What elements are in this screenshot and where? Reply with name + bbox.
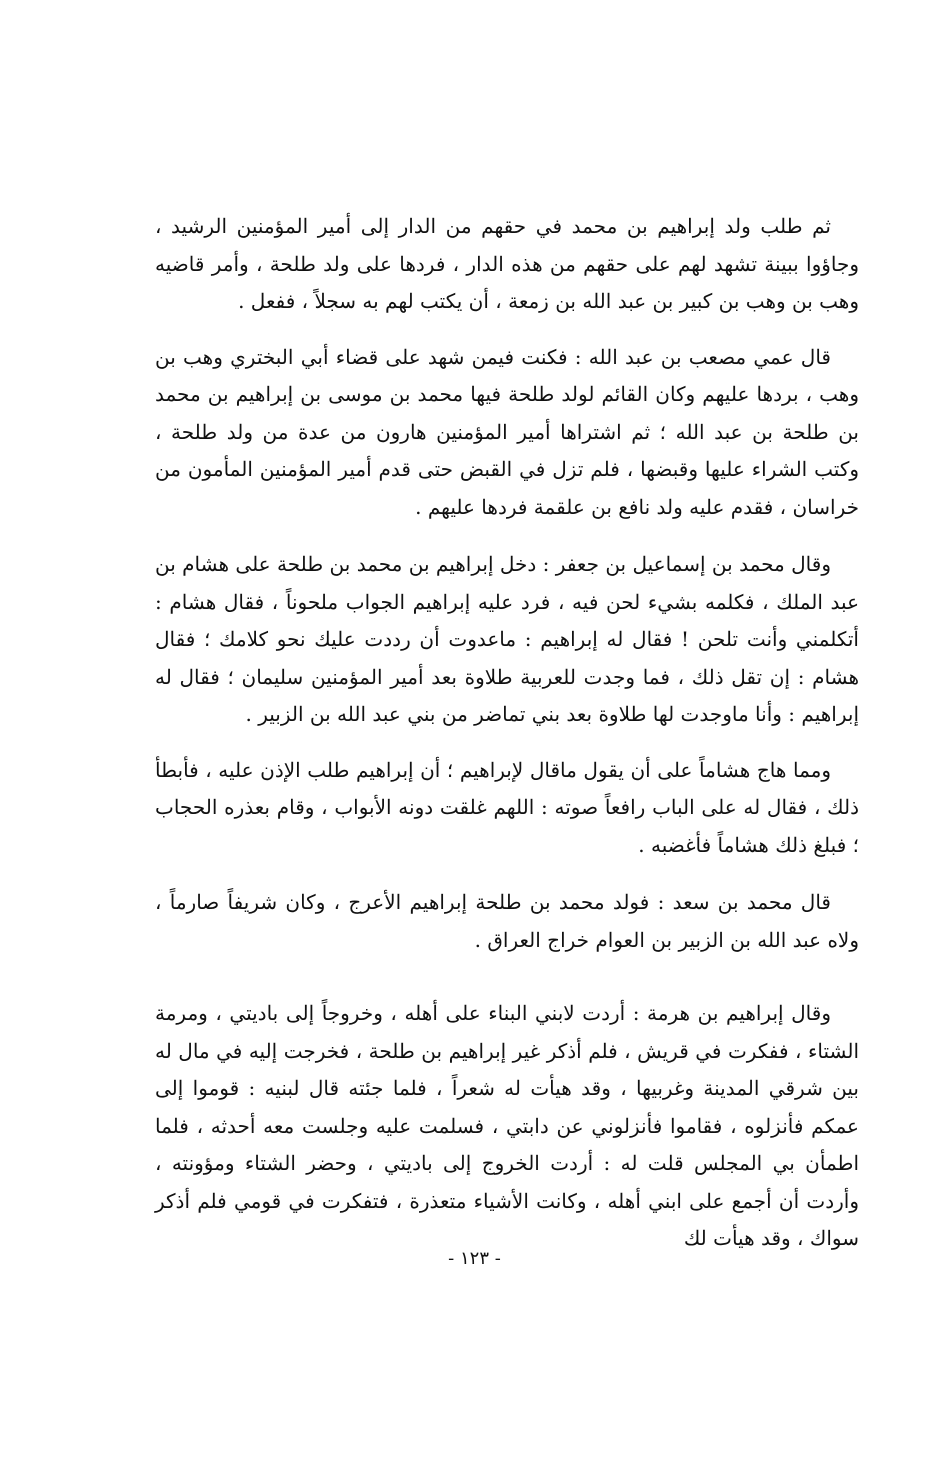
paragraph-spacer — [155, 864, 859, 884]
paragraph-1: ثم طلب ولد إبراهيم بن محمد في حقهم من الدار إلى أمير المؤمنين الرشيد ، وجاؤوا ببينة تشهد لهم على حقهم من هذه الدار ، فردها على ولد طلحة ، وأمر قاضيه وهب بن وهب بن كبير بن عبد الله بن زمعة ، أن يكتب لهم به سجلاً ، ففعل . — [155, 214, 859, 313]
paragraph-2: قال عمي مصعب بن عبد الله : فكنت فيمن شهد على قضاء أبي البختري وهب بن وهب ، بردها عليهم وكان القائم لولد طلحة فيها محمد بن موسى بن إبراهيم بن محمد بن طلحة بن عبد الله ؛ ثم اشتراها أمير المؤمنين هارون من عدة من ولد طلحة ، وكتب الشراء عليها وقبضها ، فلم تزل في القبض حتى قدم أمير المؤمنين المأمون من خراسان ، فقدم عليه ولد نافع بن علقمة فردها عليهم . — [155, 344, 859, 519]
paragraph-spacer — [155, 526, 859, 546]
paragraph-6: وقال إبراهيم بن هرمة : أردت لابني البناء على أهله ، وخروجاً إلى باديتي ، ومرمة الشتاء ، ففكرت في قريش ، فلم أذكر غير إبراهيم بن طلحة ، فخرجت إليه في مال له بين شرقي المدينة وغربيها ، وقد هيأت له شعراً ، فلما جئته قال لبنيه : قوموا إلى عمكم فأنزلوه ، فقاموا فأنزلوني عن دابتي ، فسلمت عليه وجلست معه أحدثه ، فلما اطمأن بي المجلس قلت له : أردت الخروج إلى باديتي ، وحضر الشتاء ومؤونته ، وأردت أن أجمع على ابني أهله ، وكانت الأشياء متعذرة ، فتفكرت في قومي فلم أذكر سواك ، وقد هيأت لك — [155, 1001, 859, 1250]
paragraph-5: قال محمد بن سعد : فولد محمد بن طلحة إبراهيم الأعرج ، وكان شريفاً صارماً ، ولاه عبد الله بن الزبير بن العوام خراج العراق . — [155, 890, 859, 952]
paragraph-spacer — [155, 959, 859, 995]
paragraph-spacer — [155, 734, 859, 752]
paragraph-spacer — [155, 321, 859, 339]
page-number: - ١٢٣ - — [448, 1248, 501, 1269]
paragraph-3: وقال محمد بن إسماعيل بن جعفر : دخل إبراهيم بن محمد بن طلحة على هشام بن عبد الملك ، فكلمه بشيء لحن فيه ، فرد عليه إبراهيم الجواب ملحوناً ، فقال هشام : أتكلمني وأنت تلحن ! فقال له إبراهيم : ماعدوت أن رددت عليك نحو كلامك ؛ فقال هشام : إن تقل ذلك ، فما وجدت للعربية طلاوة بعد أمير المؤمنين سليمان ؛ فقال له إبراهيم : وأنا ماوجدت لها طلاوة بعد بني تماضر من بني عبد الله بن الزبير . — [155, 552, 859, 726]
body-text — [155, 208, 859, 1258]
paragraph-4: ومما هاج هشاماً على أن يقول ماقال لإبراهيم ؛ أن إبراهيم طلب الإذن عليه ، فأبطأ ذلك ، فقال له على الباب رافعاً صوته : اللهم غلقت دونه الأبواب ، وقام بعذره الحجاب ؛ فبلغ ذلك هشاماً فأغضبه . — [155, 757, 859, 857]
